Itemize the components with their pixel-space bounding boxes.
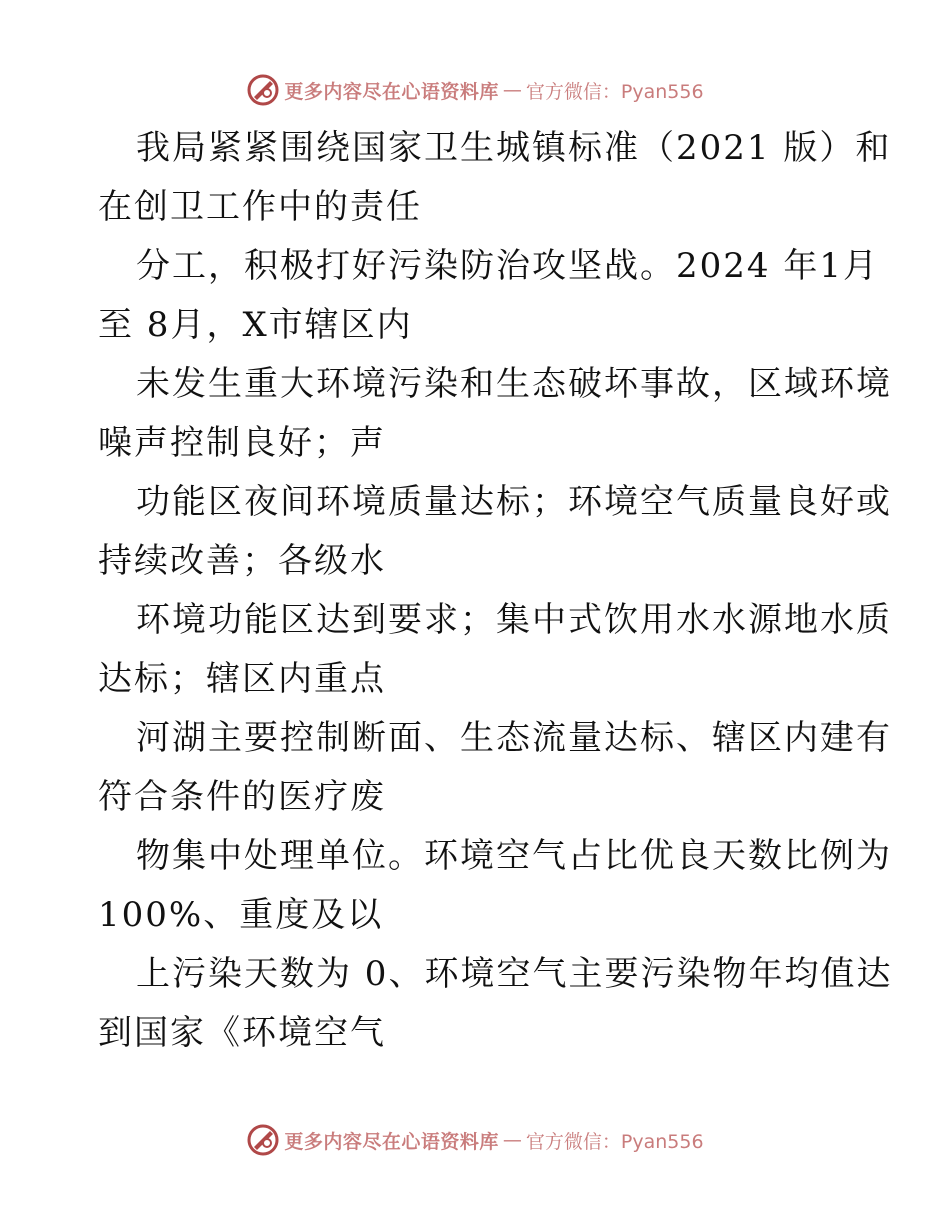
body-line: 河湖主要控制断面、生态流量达标、辖区内建有 (136, 718, 892, 758)
footer-watermark (0, 1120, 950, 1160)
body-line: 未发生重大环境污染和生态破坏事故，区域环境 (136, 364, 892, 404)
body-line: 达标；辖区内重点 (98, 659, 386, 699)
body-line: 至 8月，X市辖区内 (98, 305, 413, 345)
header-watermark (0, 70, 950, 110)
pen-seal-logo-icon (246, 73, 280, 107)
body-line: 我局紧紧围绕国家卫生城镇标准（2021 版）和 (136, 128, 892, 168)
body-line: 在创卫工作中的责任 (98, 187, 422, 227)
body-line: 上污染天数为 0、环境空气主要污染物年均值达 (136, 954, 893, 994)
watermark-contact: 官方微信：Pyan556 (525, 1130, 704, 1153)
watermark-separator: — (502, 1129, 522, 1151)
watermark-name: 更多内容尽在心语资料库 (284, 1130, 499, 1153)
body-line: 到国家《环境空气 (98, 1013, 386, 1053)
watermark-contact: 官方微信：Pyan556 (525, 80, 704, 103)
body-line: 100%、重度及以 (98, 895, 384, 935)
watermark-name: 更多内容尽在心语资料库 (284, 80, 499, 103)
body-line: 分工，积极打好污染防治攻坚战。2024 年1月 (136, 246, 879, 286)
body-line: 物集中处理单位。环境空气占比优良天数比例为 (136, 836, 892, 876)
body-line: 符合条件的医疗废 (98, 777, 386, 817)
body-line: 功能区夜间环境质量达标；环境空气质量良好或 (136, 482, 892, 522)
body-line: 噪声控制良好；声 (98, 423, 386, 463)
body-line: 环境功能区达到要求；集中式饮用水水源地水质 (136, 600, 892, 640)
pen-seal-logo-icon (246, 1123, 280, 1157)
document-body (98, 119, 893, 1063)
watermark-separator: — (502, 79, 522, 101)
body-line: 持续改善；各级水 (98, 541, 386, 581)
